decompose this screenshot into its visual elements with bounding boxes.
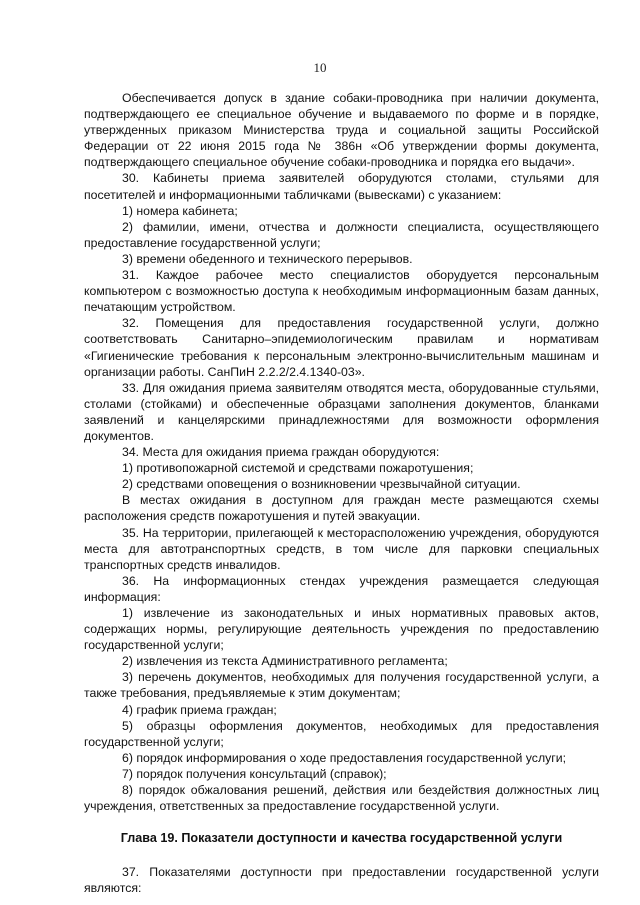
paragraph: 2) фамилии, имени, отчества и должности специалиста, осуществляющего предоставление государственной услуги;: [84, 219, 599, 250]
paragraph: 2) средствами оповещения о возникновении чрезвычайной ситуации.: [122, 477, 521, 492]
paragraph: 33. Для ожидания приема заявителям отводятся места, оборудованные стульями, столами (стойками) и обеспеченные образцами заполнения документов, бланками заявлений и канцелярскими принадлежностями для возможности оформления документов.: [84, 380, 599, 443]
paragraph: 1) номера кабинета;: [122, 203, 238, 218]
page-number: 10: [313, 60, 327, 75]
paragraph: 3) времени обеденного и технического перерывов.: [122, 251, 413, 266]
document-body: [84, 90, 599, 897]
paragraph: 1) извлечение из законодательных и иных нормативных правовых актов, содержащих нормы, регулирующие деятельность учреждения по предоставлению государственной услуги;: [84, 606, 599, 653]
paragraph: 30. Кабинеты приема заявителей оборудуются столами, стульями для посетителей и информационными табличками (вывесками) с указанием:: [84, 171, 599, 202]
paragraph: 36. На информационных стендах учреждения размещается следующая информация:: [84, 573, 599, 604]
paragraph: 6) порядок информирования о ходе предоставления государственной услуги;: [122, 750, 567, 765]
paragraph-group-before: [84, 90, 599, 814]
paragraph: 8) порядок обжалования решений, действия или бездействия должностных лиц учреждения, ответственных за предоставление государственной услуги.: [84, 783, 599, 814]
paragraph: 7) порядок получения консультаций (справок);: [122, 766, 387, 781]
paragraph: 35. На территории, прилегающей к месторасположению учреждения, оборудуются места для автотранспортных средств, в том числе для парковки специальных транспортных средств инвалидов.: [84, 525, 599, 572]
paragraph-group-after: [84, 864, 599, 896]
paragraph: 32. Помещения для предоставления государственной услуги, должно соответствовать Санитарно–эпидемиологическим правилам и нормативам «Гигиенические требования к персональным электронно-вычислительным машинам и организации работы. СанПиН 2.2.2/2.4.1340-03».: [84, 316, 599, 379]
paragraph: 34. Места для ожидания приема граждан оборудуются:: [122, 445, 440, 460]
paragraph: 2) извлечения из текста Административного регламента;: [122, 654, 448, 669]
paragraph: 37. Показателями доступности при предоставлении государственной услуги являются:: [84, 865, 599, 896]
chapter-heading: Глава 19. Показатели доступности и качества государственной услуги: [120, 831, 563, 846]
paragraph: Обеспечивается допуск в здание собаки-проводника при наличии документа, подтверждающего ее специальное обучение и выдаваемого по форме и в порядке, утвержденных приказом Министерства труда и социальной защиты Российской Федерации от 22 июня 2015 года № 386н «Об утверждении формы документа, подтверждающего специальное обучение собаки-проводника и порядка его выдачи».: [84, 91, 599, 170]
paragraph: В местах ожидания в доступном для граждан месте размещаются схемы расположения средств пожаротушения и путей эвакуации.: [84, 493, 599, 524]
paragraph: 5) образцы оформления документов, необходимых для предоставления государственной услуги;: [84, 718, 599, 749]
paragraph: 3) перечень документов, необходимых для получения государственной услуги, а также требования, предъявляемые к этим документам;: [84, 670, 599, 701]
paragraph: 4) график приема граждан;: [122, 702, 277, 717]
paragraph: 31. Каждое рабочее место специалистов оборудуется персональным компьютером с возможностью доступа к необходимым информационным базам данных, печатающим устройством.: [84, 268, 599, 315]
paragraph: 1) противопожарной системой и средствами пожаротушения;: [122, 461, 474, 476]
